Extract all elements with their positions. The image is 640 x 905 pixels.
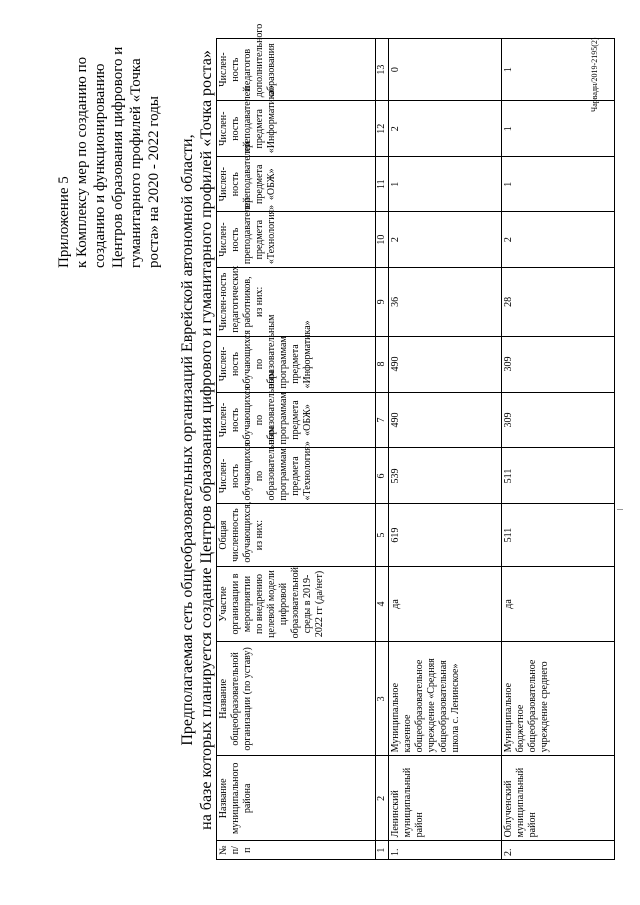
obzh-teachers-cell: 1 [389, 157, 502, 212]
column-number: 7 [376, 392, 389, 448]
obzh-students-cell: 490 [389, 392, 502, 448]
inf-teachers-cell: 1 [502, 101, 615, 157]
district-cell: Ленинский муниципальный район [389, 756, 502, 841]
column-number: 1 [376, 841, 389, 860]
table-row [502, 39, 615, 860]
tech-teachers-cell: 2 [502, 212, 615, 268]
table-row [389, 39, 502, 860]
header-cell: Числен-ность обучающихся по образовательным программам предмета «Информатика» [217, 336, 376, 392]
column-number: 4 [376, 566, 389, 642]
column-number: 12 [376, 101, 389, 157]
organization-cell: Муниципальное казенное общеобразовательное учреждение «Средняя общеобразовательная школа с. Ленинское» [389, 642, 502, 756]
tech-students-cell: 539 [389, 448, 502, 504]
obzh-students-cell: 309 [502, 392, 615, 448]
column-number: 2 [376, 756, 389, 841]
tech-students-cell: 511 [502, 448, 615, 504]
document-code: Чарвадн/2019-2195(2) [590, 37, 599, 112]
schools-table [216, 23, 615, 860]
participation-cell: да [389, 566, 502, 642]
inf-teachers-cell: 2 [389, 101, 502, 157]
row-number: 1. [389, 841, 502, 860]
header-cell: Числен-ность педагогов дополнительного образования [217, 39, 376, 101]
organization-cell: Муниципальное бюджетное общеобразовательное учреждение среднего [502, 642, 615, 756]
column-number: 13 [376, 39, 389, 101]
row-number: 2. [502, 841, 615, 860]
header-cell: Числен-ность обучающихся по образовательным программам предмета «ОБЖ» [217, 392, 376, 448]
additional-teachers-cell: 1 [502, 39, 615, 101]
header-cell: Числен-ность преподавателей предмета «ОБЖ» [217, 157, 376, 212]
column-number: 6 [376, 448, 389, 504]
title-line-2: на базе которых планируется создание Центров образования цифрового и гуманитарного профилей «Точка роста» [198, 50, 215, 830]
column-number: 9 [376, 268, 389, 336]
header-cell: № п/ п [217, 841, 376, 860]
obzh-teachers-cell: 1 [502, 157, 615, 212]
inf-students-cell: 490 [389, 336, 502, 392]
tech-teachers-cell: 2 [389, 212, 502, 268]
header-cell: Название муниципального района [217, 756, 376, 841]
header-row [217, 39, 376, 860]
appendix-note [55, 10, 163, 268]
column-number-row [376, 39, 389, 860]
column-number: 5 [376, 504, 389, 566]
column-number: 10 [376, 212, 389, 268]
appendix-line: роста» на 2020 - 2022 годы [146, 96, 162, 268]
appendix-line: Приложение 5 [56, 176, 72, 268]
header-cell: Числен-ность преподавателей предмета «Технология» [217, 212, 376, 268]
appendix-line: Центров образования цифрового и [110, 46, 126, 268]
district-cell: Облученский муниципальный район [502, 756, 615, 841]
column-number: 8 [376, 336, 389, 392]
participation-cell: да [502, 566, 615, 642]
inf-students-cell: 309 [502, 336, 615, 392]
appendix-line: к Комплексу мер по созданию по [74, 56, 90, 268]
column-number: 3 [376, 642, 389, 756]
header-cell: Участие организации в мероприятии по внедрению целевой модели цифровой образовательной среды в 2019-2022 гг (да/нет) [217, 566, 376, 642]
header-cell: Название общеобразовательной организации (по уставу) [217, 642, 376, 756]
scan-mark [617, 509, 623, 510]
document-title [178, 20, 216, 860]
teachers-cell: 28 [502, 268, 615, 336]
appendix-line: созданию и функционированию [92, 63, 108, 268]
total-students-cell: 619 [389, 504, 502, 566]
column-number: 11 [376, 157, 389, 212]
title-line-1: Предполагаемая сеть общеобразовательных организаций Еврейской автономной области, [179, 134, 196, 746]
header-cell: Числен-ность обучающихся по образовательным программам предмета «Технология» [217, 448, 376, 504]
appendix-line: гуманитарного профилей «Точка [128, 58, 144, 268]
total-students-cell: 511 [502, 504, 615, 566]
header-cell: Общая численность обучающихся, из них: [217, 504, 376, 566]
additional-teachers-cell: 0 [389, 39, 502, 101]
header-cell: Числен-ность педагогических работников, из них: [217, 268, 376, 336]
teachers-cell: 36 [389, 268, 502, 336]
header-cell: Числен-ность преподавателей предмета «Информатика» [217, 101, 376, 157]
